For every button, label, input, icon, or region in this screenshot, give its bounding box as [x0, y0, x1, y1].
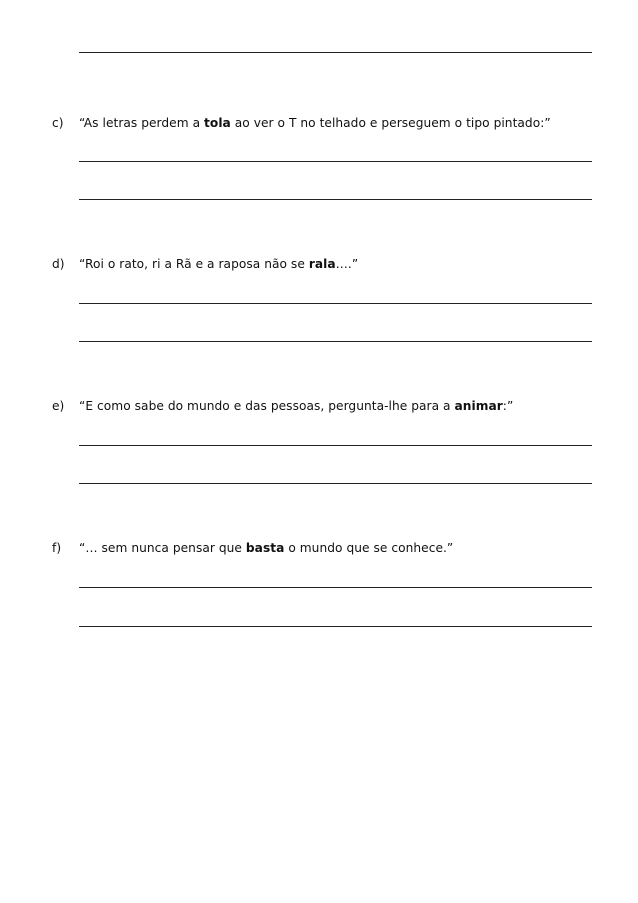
question-text-start: “As letras perdem a [79, 116, 205, 130]
question-d [52, 256, 612, 272]
answer-line-c-1[interactable] [79, 161, 592, 162]
question-text-end: ao ver o T no telhado e perseguem o tipo pintado:” [230, 116, 551, 130]
question-label: e) [52, 399, 65, 413]
question-text-end: :” [502, 399, 514, 413]
question-text-start: “E como sabe do mundo e das pessoas, pergunta-lhe para a [79, 399, 455, 413]
answer-line-d-1[interactable] [79, 303, 592, 304]
question-label: f) [52, 541, 62, 555]
question-e [52, 398, 612, 414]
question-f [52, 540, 612, 556]
question-label: c) [52, 116, 64, 130]
answer-line-b-2[interactable] [79, 52, 592, 53]
answer-line-f-2[interactable] [79, 626, 592, 627]
answer-line-e-2[interactable] [79, 483, 592, 484]
highlighted-word: tola [204, 116, 231, 130]
question-text-end: ….” [335, 257, 359, 271]
answer-line-d-2[interactable] [79, 341, 592, 342]
question-c [52, 115, 612, 131]
highlighted-word: animar [454, 399, 503, 413]
question-text-start: “… sem nunca pensar que [79, 541, 246, 555]
question-text-end: o mundo que se conhece.” [284, 541, 454, 555]
highlighted-word: basta [245, 541, 285, 555]
answer-line-c-2[interactable] [79, 199, 592, 200]
answer-line-e-1[interactable] [79, 445, 592, 446]
answer-line-f-1[interactable] [79, 587, 592, 588]
question-label: d) [52, 257, 65, 271]
question-text-start: “Roi o rato, ri a Rã e a raposa não se [79, 257, 309, 271]
highlighted-word: rala [308, 257, 336, 271]
